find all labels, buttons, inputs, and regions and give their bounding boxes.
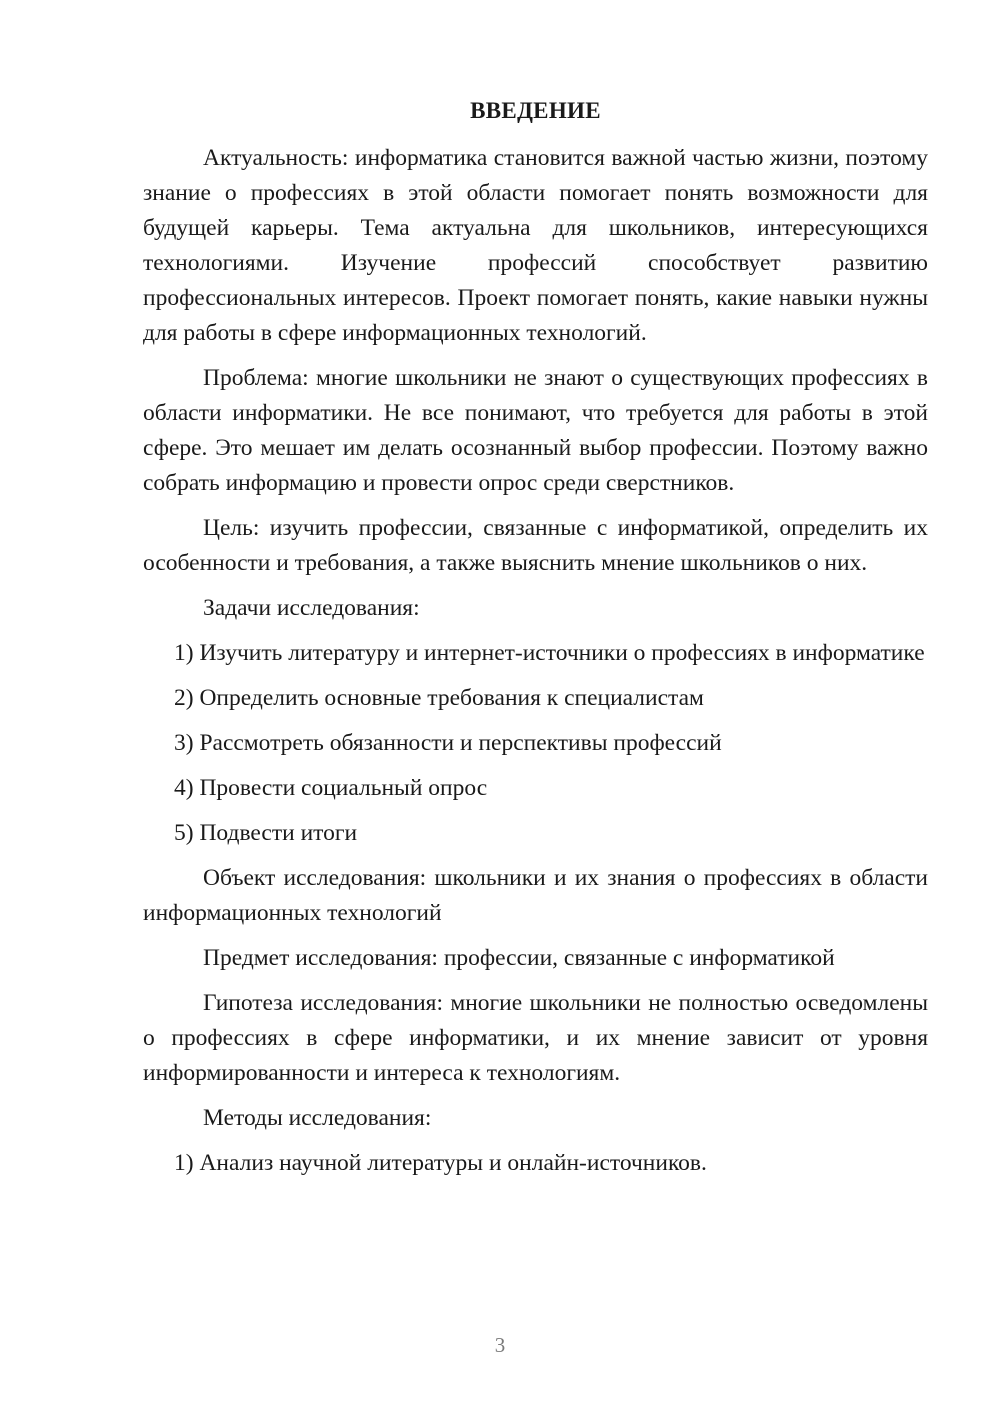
task-item-5: 5) Подвести итоги — [174, 820, 358, 846]
method-item-1: 1) Анализ научной литературы и онлайн-источников. — [174, 1150, 707, 1176]
subject-paragraph: Предмет исследования: профессии, связанные с информатикой — [203, 945, 835, 971]
hypothesis-paragraph: Гипотеза исследования: многие школьники не полностью осведомлены о профессиях в сфере информатики, и их мнение зависит от уровня информированности и интереса к технологиям. — [143, 990, 928, 1086]
task-item-2: 2) Определить основные требования к специалистам — [174, 685, 704, 711]
tasks-heading: Задачи исследования: — [203, 595, 420, 621]
task-item-4: 4) Провести социальный опрос — [174, 775, 488, 801]
page-number: 3 — [494, 1333, 506, 1357]
document-page — [143, 96, 928, 1191]
goal-paragraph: Цель: изучить профессии, связанные с информатикой, определить их особенности и требования, а также выяснить мнение школьников о них. — [143, 515, 928, 576]
page-title: ВВЕДЕНИЕ — [470, 98, 601, 123]
problem-paragraph: Проблема: многие школьники не знают о существующих профессиях в области информатики. Не все понимают, что требуется для работы в этой сфере. Это мешает им делать осознанный выбор профессии. Поэтому важно собрать информацию и провести опрос среди сверстников. — [143, 365, 928, 496]
object-paragraph: Объект исследования: школьники и их знания о профессиях в области информационных технологий — [143, 865, 928, 926]
task-item-1: 1) Изучить литературу и интернет-источники о профессиях в информатике — [174, 640, 925, 666]
methods-heading: Методы исследования: — [203, 1105, 432, 1131]
task-item-3: 3) Рассмотреть обязанности и перспективы профессий — [174, 730, 722, 756]
relevance-paragraph: Актуальность: информатика становится важной частью жизни, поэтому знание о профессиях в этой области помогает понять возможности для будущей карьеры. Тема актуальна для школьников, интересующихся технологиями. Изучение профессий способствует развитию профессиональных интересов. Проект помогает понять, какие навыки нужны для работы в сфере информационных технологий. — [143, 145, 928, 346]
